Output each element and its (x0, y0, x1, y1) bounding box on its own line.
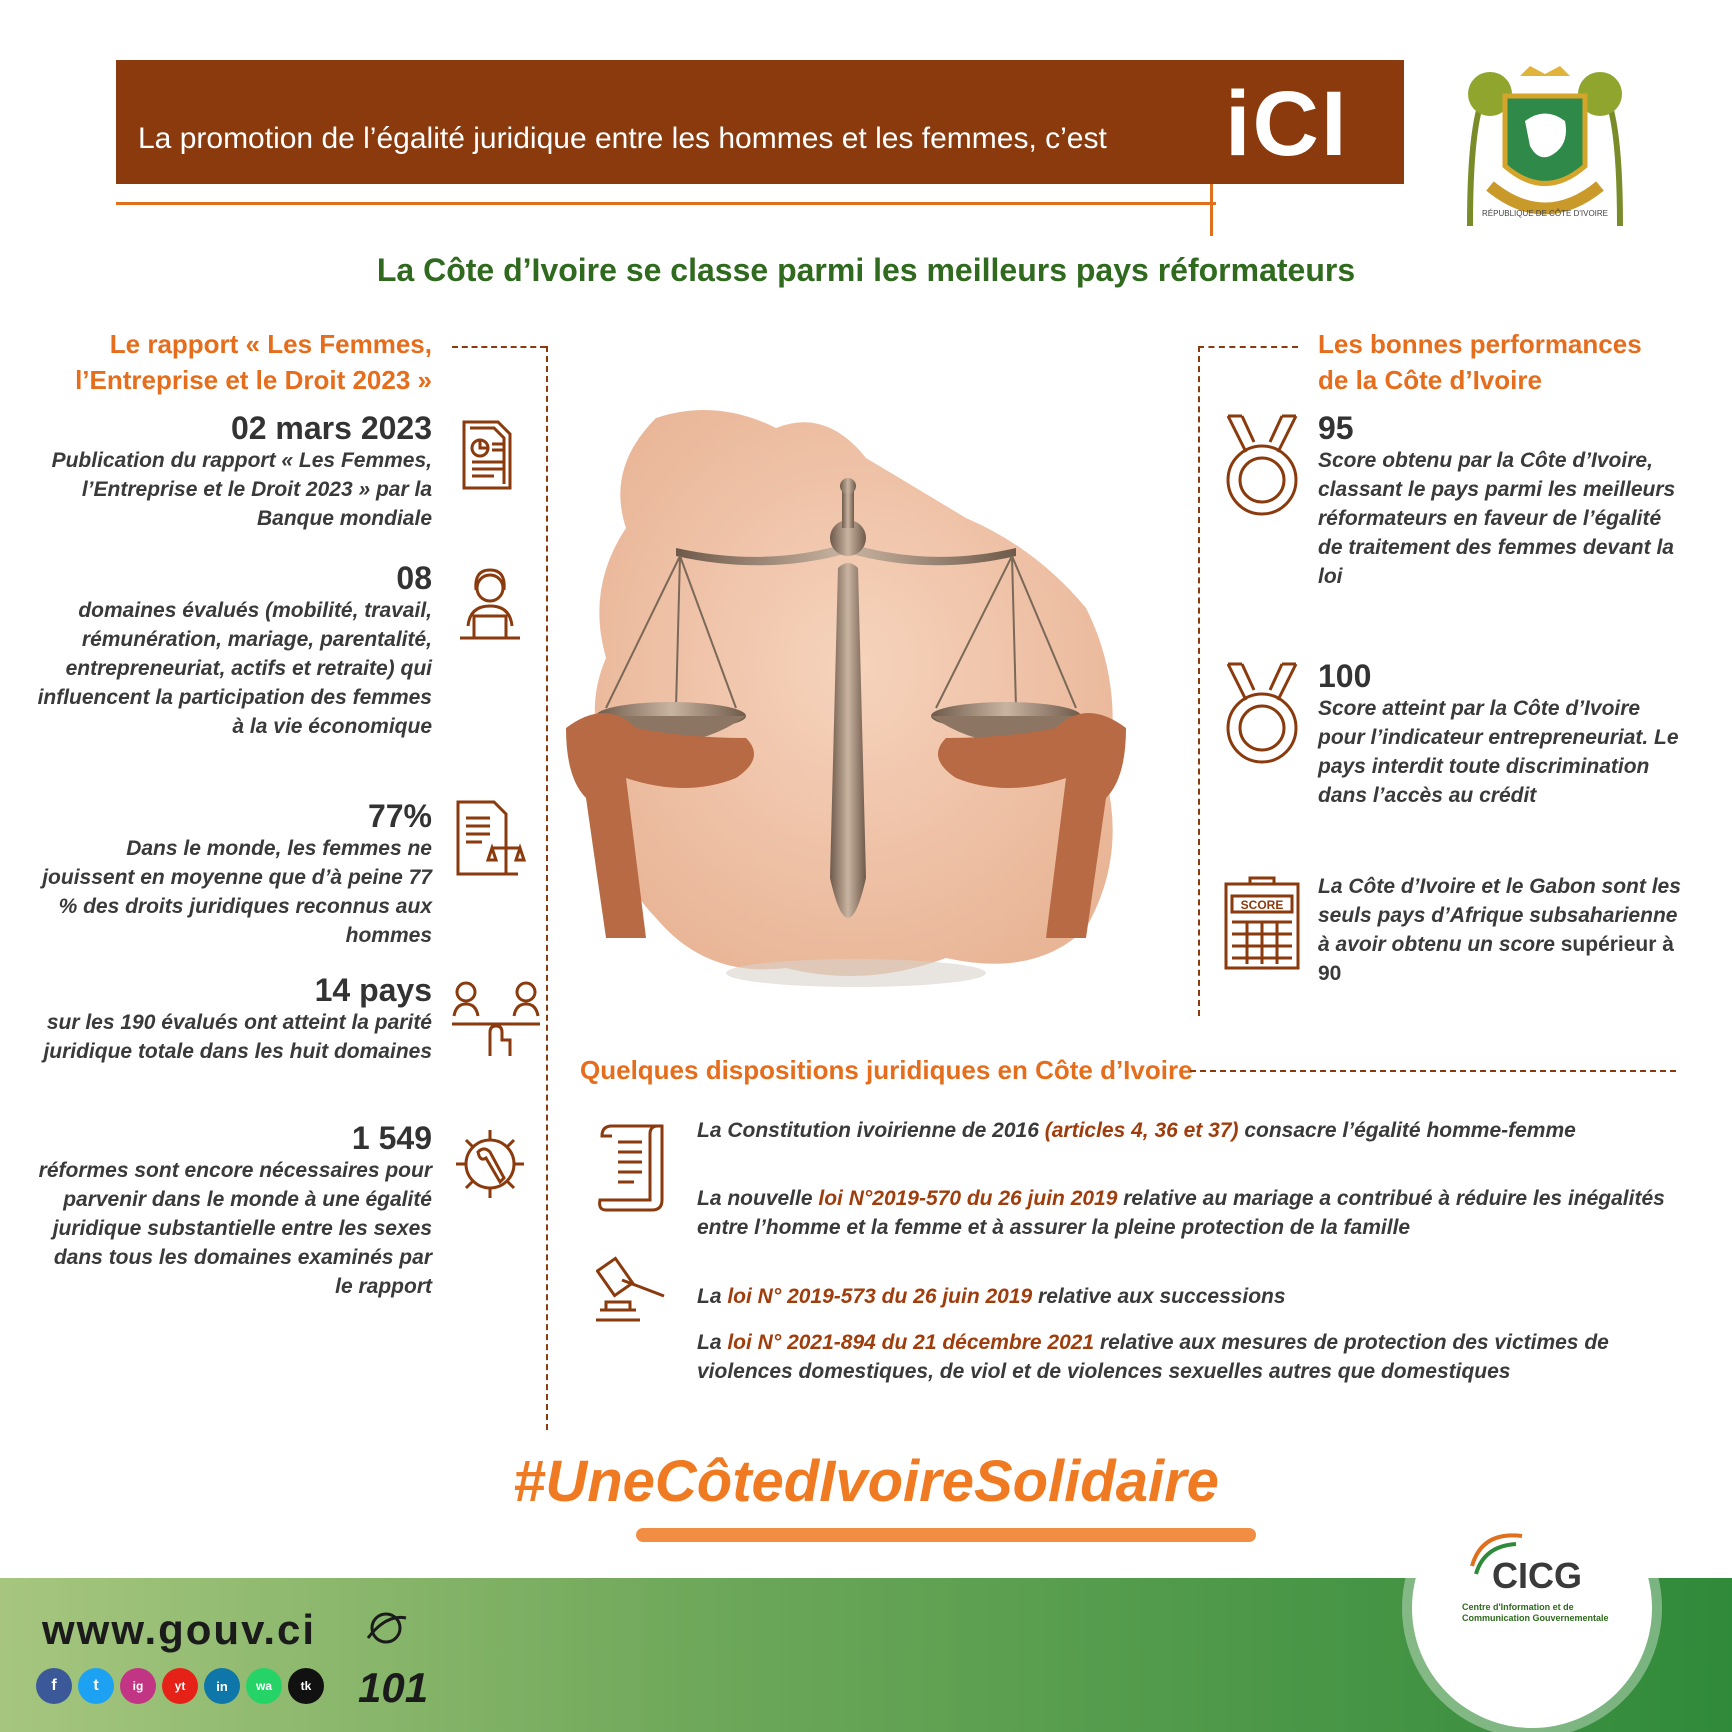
left-item-value: 02 mars 2023 (230, 410, 432, 446)
disposition-text: relative aux mesures de protection des victimes de violences domestiques, de viol et de violences sexuelles autres que domestiques (697, 1331, 1609, 1383)
right-vertical-rule (1198, 346, 1200, 1016)
left-item-date (32, 410, 432, 533)
scroll-document-icon (598, 1122, 668, 1212)
disposition-item (697, 1328, 1677, 1386)
left-item-text: Dans le monde, les femmes ne jouissent en moyenne que d’à peine 77 % des droits juridiques reconnus aux hommes (42, 837, 432, 947)
cicg-caption (1462, 1602, 1622, 1624)
cicg-logo (1462, 1526, 1602, 1601)
website-link[interactable]: www.gouv.ci (42, 1606, 317, 1653)
disposition-highlight: (articles 4, 36 et 37) (1044, 1119, 1239, 1142)
gavel-icon (596, 1256, 668, 1324)
twitter-icon[interactable]: t (78, 1668, 114, 1704)
coat-of-arms-emblem (1450, 66, 1640, 236)
scoreboard-label: SCORE (1240, 898, 1284, 912)
campaign-hashtag: #UneCôtedIvoireSolidaire (513, 1449, 1219, 1514)
disposition-highlight: loi N° 2021-894 du 21 décembre 2021 (727, 1331, 1095, 1354)
left-item-value: 1 549 (351, 1120, 432, 1156)
left-heading-line1: Le rapport « Les Femmes, (109, 329, 432, 359)
left-heading (32, 326, 432, 398)
cicg-logo-text: CICG (1492, 1555, 1582, 1596)
page-subtitle: La Côte d’Ivoire se classe parmi les meilleurs pays réformateurs (376, 252, 1356, 288)
left-item-value: 77% (367, 798, 432, 834)
left-item-text: Publication du rapport « Les Femmes, l’Entreprise et le Droit 2023 » par la Banque mondiale (51, 449, 432, 530)
social-links (36, 1668, 324, 1704)
disposition-item (697, 1116, 1677, 1145)
left-item-percent (32, 798, 432, 950)
left-item-domains (32, 560, 432, 741)
cicg-caption-line2: Communication Gouvernementale (1462, 1613, 1609, 1623)
youtube-icon[interactable]: yt (162, 1668, 198, 1704)
right-item-value: 95 (1318, 410, 1354, 446)
header-underline (116, 202, 1216, 205)
left-vertical-rule (546, 346, 548, 1430)
left-item-countries (32, 972, 432, 1066)
disposition-text: La (697, 1331, 728, 1354)
right-item-score-100 (1318, 658, 1688, 810)
disposition-item (697, 1282, 1677, 1311)
cicg-caption-line1: Centre d'Information et de (1462, 1602, 1574, 1612)
right-item-text (1318, 872, 1688, 988)
right-item-text: Score atteint par la Côte d’Ivoire pour l’indicateur entrepreneuriat. Le pays interdit toute discrimination dans l’accès au crédit (1318, 697, 1679, 807)
left-item-text: domaines évalués (mobilité, travail, rémunération, mariage, parentalité, entrepreneuriat, actifs et retraite) qui influencent la participation des femmes à la vie économique (37, 599, 432, 738)
document-chart-icon (450, 414, 530, 494)
disposition-text: La nouvelle (697, 1187, 819, 1210)
scoreboard-icon (1222, 876, 1302, 972)
disposition-text: La (697, 1285, 728, 1308)
right-heading-line1: Les bonnes performances (1318, 329, 1642, 359)
dispositions-heading: Quelques dispositions juridiques en Côte d’Ivoire (580, 1055, 1193, 1085)
disposition-highlight: loi N° 2019-573 du 26 juin 2019 (727, 1285, 1033, 1308)
equality-people-icon (450, 980, 542, 1060)
disposition-text: relative au mariage a contribué à réduire les inégalités entre l’homme et la femme et à assurer la pleine protection de la famille (697, 1187, 1665, 1239)
disposition-item (697, 1184, 1677, 1242)
header-tail (1210, 184, 1213, 236)
emblem-inscription: RÉPUBLIQUE DE CÔTE D'IVOIRE (1482, 209, 1608, 218)
whatsapp-icon[interactable]: wa (246, 1668, 282, 1704)
hashtag-brushstroke (636, 1528, 1256, 1542)
right-item-text-before: La Côte d’Ivoire et le Gabon sont les seuls pays d’Afrique subsaharienne à avoir obtenu un score (1318, 875, 1681, 956)
left-item-value: 14 pays (314, 972, 432, 1008)
right-heading-line2: de la Côte d’Ivoire (1318, 365, 1542, 395)
facebook-icon[interactable]: f (36, 1668, 72, 1704)
left-item-text: sur les 190 évalués ont atteint la parité juridique totale dans les huit domaines (43, 1011, 432, 1063)
right-item-gabon (1318, 872, 1688, 988)
tiktok-icon[interactable]: tk (288, 1668, 324, 1704)
right-item-value: 100 (1318, 658, 1372, 694)
instagram-icon[interactable]: ig (120, 1668, 156, 1704)
document-scale-icon (450, 798, 530, 878)
right-item-score-95 (1318, 410, 1688, 591)
hotline-number: 101 (358, 1664, 429, 1711)
left-heading-rule (452, 346, 546, 348)
scale-of-justice-illustration (566, 398, 1126, 998)
right-heading (1318, 326, 1642, 398)
disposition-text: relative aux successions (1032, 1285, 1286, 1308)
left-item-reforms (32, 1120, 432, 1301)
disposition-highlight: loi N°2019-570 du 26 juin 2019 (818, 1187, 1118, 1210)
right-item-text-emph: supérieur à 90 (1318, 933, 1674, 985)
gear-wrench-icon (450, 1124, 530, 1204)
header-brand: iCI (1225, 73, 1349, 175)
linkedin-icon[interactable]: in (204, 1668, 240, 1704)
phone-swoosh-icon (364, 1608, 408, 1648)
disposition-text: consacre l’égalité homme-femme (1238, 1119, 1576, 1142)
header-tagline: La promotion de l’égalité juridique entre les hommes et les femmes, c’est (138, 122, 1107, 155)
left-item-text: réformes sont encore nécessaires pour parvenir dans le monde à une égalité juridique substantielle entre les sexes dans tous les domaines examinés par le rapport (38, 1159, 432, 1298)
disposition-text: La Constitution ivoirienne de 2016 (697, 1119, 1045, 1142)
dispositions-heading-rule (1190, 1070, 1676, 1072)
left-heading-line2: l’Entreprise et le Droit 2023 » (75, 365, 432, 395)
woman-laptop-icon (450, 564, 530, 644)
right-item-text: Score obtenu par la Côte d’Ivoire, classant le pays parmi les meilleurs réformateurs en faveur de l’égalité de traitement des femmes devant la loi (1318, 449, 1676, 588)
left-item-value: 08 (396, 560, 432, 596)
right-heading-rule (1198, 346, 1298, 348)
medal-icon (1220, 412, 1304, 522)
medal-icon (1220, 660, 1304, 770)
